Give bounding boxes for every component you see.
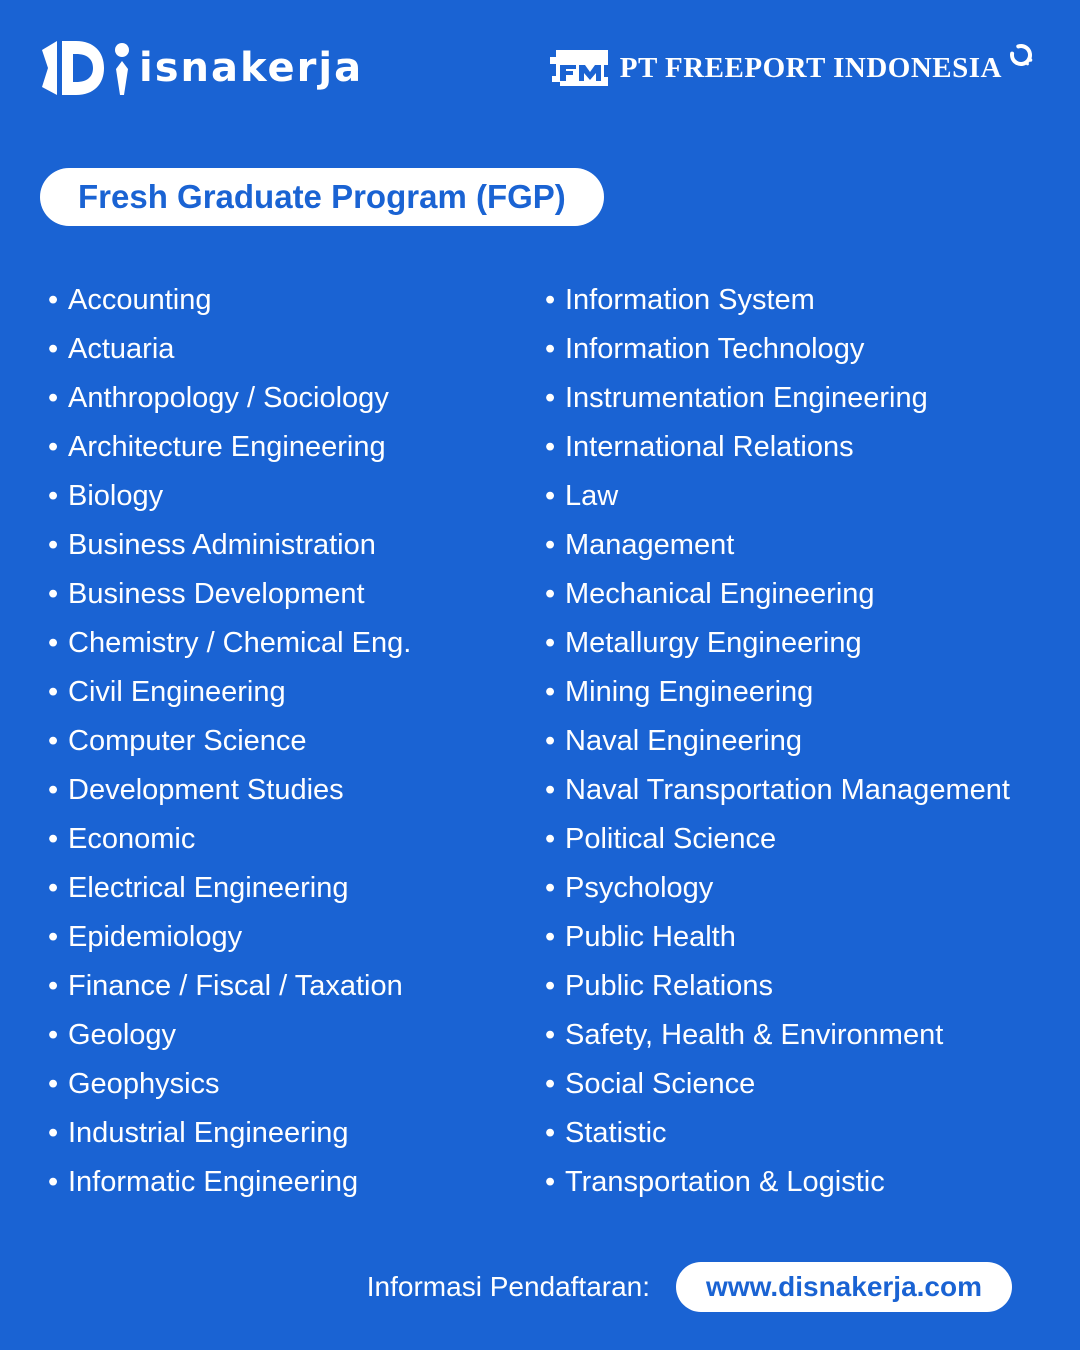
- major-label: Social Science: [565, 1068, 756, 1100]
- bullet-icon: •: [545, 823, 556, 855]
- major-item: [48, 1109, 545, 1158]
- website-url-pill[interactable]: [676, 1262, 1012, 1312]
- major-item: [48, 1060, 545, 1109]
- bullet-icon: •: [48, 529, 59, 561]
- major-item: [545, 472, 1050, 521]
- major-item: [545, 521, 1050, 570]
- disnakerja-d-tie-icon: [40, 38, 136, 98]
- major-item: [545, 1158, 1050, 1207]
- major-item: [48, 962, 545, 1011]
- bullet-icon: •: [48, 921, 59, 953]
- major-label: Mining Engineering: [565, 676, 814, 708]
- major-item: [545, 1060, 1050, 1109]
- major-label: Business Development: [68, 578, 365, 610]
- bullet-icon: •: [545, 284, 556, 316]
- bullet-icon: •: [48, 382, 59, 414]
- major-label: Public Relations: [565, 970, 773, 1002]
- major-item: [545, 423, 1050, 472]
- major-label: Industrial Engineering: [68, 1117, 349, 1149]
- bullet-icon: •: [545, 921, 556, 953]
- bullet-icon: •: [48, 1019, 59, 1051]
- bullet-icon: •: [545, 431, 556, 463]
- major-item: [48, 570, 545, 619]
- bullet-icon: •: [48, 431, 59, 463]
- major-label: Statistic: [565, 1117, 667, 1149]
- major-item: [48, 668, 545, 717]
- bullet-icon: •: [48, 725, 59, 757]
- page-title: Fresh Graduate Program (FGP): [78, 178, 566, 215]
- majors-columns: [48, 276, 1050, 1207]
- major-label: Epidemiology: [68, 921, 243, 953]
- bullet-icon: •: [545, 725, 556, 757]
- major-item: [545, 374, 1050, 423]
- bullet-icon: •: [545, 1019, 556, 1051]
- bullet-icon: •: [545, 627, 556, 659]
- major-label: Geophysics: [68, 1068, 220, 1100]
- major-label: Geology: [68, 1019, 177, 1051]
- bullet-icon: •: [545, 1117, 556, 1149]
- major-label: Informatic Engineering: [68, 1166, 359, 1198]
- major-label: Safety, Health & Environment: [565, 1019, 944, 1051]
- major-item: [545, 717, 1050, 766]
- bullet-icon: •: [48, 480, 59, 512]
- major-label: Chemistry / Chemical Eng.: [68, 627, 412, 659]
- major-label: Anthropology / Sociology: [68, 382, 389, 414]
- brand-text: isnakerja: [139, 45, 364, 91]
- bullet-icon: •: [545, 333, 556, 365]
- major-item: [48, 619, 545, 668]
- major-item: [48, 815, 545, 864]
- major-label: Law: [565, 480, 619, 512]
- website-url: www.disnakerja.com: [706, 1271, 982, 1302]
- major-label: Information System: [565, 284, 815, 316]
- disnakerja-logo: [40, 38, 363, 98]
- footer: [367, 1262, 1012, 1312]
- major-label: Electrical Engineering: [68, 872, 349, 904]
- major-label: Political Science: [565, 823, 777, 855]
- major-label: Computer Science: [68, 725, 307, 757]
- partner-name: PT FREEPORT INDONESIA: [619, 52, 1002, 84]
- major-item: [48, 374, 545, 423]
- bullet-icon: •: [48, 823, 59, 855]
- bullet-icon: •: [545, 1166, 556, 1198]
- major-item: [48, 325, 545, 374]
- major-label: Metallurgy Engineering: [565, 627, 862, 659]
- major-item: [48, 766, 545, 815]
- major-label: Instrumentation Engineering: [565, 382, 928, 414]
- bullet-icon: •: [545, 1068, 556, 1100]
- bullet-icon: •: [48, 774, 59, 806]
- major-label: Public Health: [565, 921, 736, 953]
- bullet-icon: •: [48, 1117, 59, 1149]
- major-item: [48, 913, 545, 962]
- major-label: Economic: [68, 823, 196, 855]
- bullet-icon: •: [545, 774, 556, 806]
- major-item: [545, 276, 1050, 325]
- major-label: Biology: [68, 480, 164, 512]
- bullet-icon: •: [545, 676, 556, 708]
- bullet-icon: •: [545, 872, 556, 904]
- major-item: [545, 815, 1050, 864]
- freeport-logo: [550, 48, 1034, 92]
- major-item: [545, 766, 1050, 815]
- major-item: [48, 717, 545, 766]
- bullet-icon: •: [545, 480, 556, 512]
- major-label: Architecture Engineering: [68, 431, 386, 463]
- globe-swirl-icon: [1008, 42, 1034, 68]
- major-item: [545, 619, 1050, 668]
- major-label: Business Administration: [68, 529, 376, 561]
- majors-column-right: [545, 276, 1050, 1207]
- major-item: [48, 1158, 545, 1207]
- major-label: Transportation & Logistic: [565, 1166, 885, 1198]
- major-item: [48, 276, 545, 325]
- major-label: Mechanical Engineering: [565, 578, 875, 610]
- major-item: [48, 1011, 545, 1060]
- major-label: Psychology: [565, 872, 714, 904]
- major-label: Information Technology: [565, 333, 865, 365]
- major-item: [545, 668, 1050, 717]
- bullet-icon: •: [48, 872, 59, 904]
- major-label: Finance / Fiscal / Taxation: [68, 970, 403, 1002]
- major-label: International Relations: [565, 431, 854, 463]
- major-item: [48, 521, 545, 570]
- bullet-icon: •: [48, 333, 59, 365]
- major-item: [545, 962, 1050, 1011]
- bullet-icon: •: [48, 676, 59, 708]
- major-item: [545, 913, 1050, 962]
- bullet-icon: •: [48, 1068, 59, 1100]
- program-title-pill: [40, 168, 604, 226]
- major-label: Naval Transportation Management: [565, 774, 1010, 806]
- bullet-icon: •: [48, 578, 59, 610]
- bullet-icon: •: [545, 970, 556, 1002]
- major-label: Actuaria: [68, 333, 175, 365]
- registration-info-label: Informasi Pendaftaran:: [366, 1271, 651, 1302]
- major-label: Naval Engineering: [565, 725, 802, 757]
- major-item: [545, 570, 1050, 619]
- bullet-icon: •: [545, 529, 556, 561]
- major-item: [48, 472, 545, 521]
- bullet-icon: •: [545, 578, 556, 610]
- bullet-icon: •: [48, 970, 59, 1002]
- major-item: [545, 864, 1050, 913]
- major-item: [48, 423, 545, 472]
- freeport-fm-mark-icon: [550, 50, 610, 92]
- major-item: [545, 1109, 1050, 1158]
- major-label: Civil Engineering: [68, 676, 286, 708]
- bullet-icon: •: [48, 1166, 59, 1198]
- majors-column-left: [48, 276, 545, 1207]
- major-item: [545, 1011, 1050, 1060]
- major-label: Accounting: [68, 284, 212, 316]
- major-item: [48, 864, 545, 913]
- bullet-icon: •: [48, 284, 59, 316]
- bullet-icon: •: [545, 382, 556, 414]
- major-label: Development Studies: [68, 774, 344, 806]
- major-item: [545, 325, 1050, 374]
- major-label: Management: [565, 529, 735, 561]
- bullet-icon: •: [48, 627, 59, 659]
